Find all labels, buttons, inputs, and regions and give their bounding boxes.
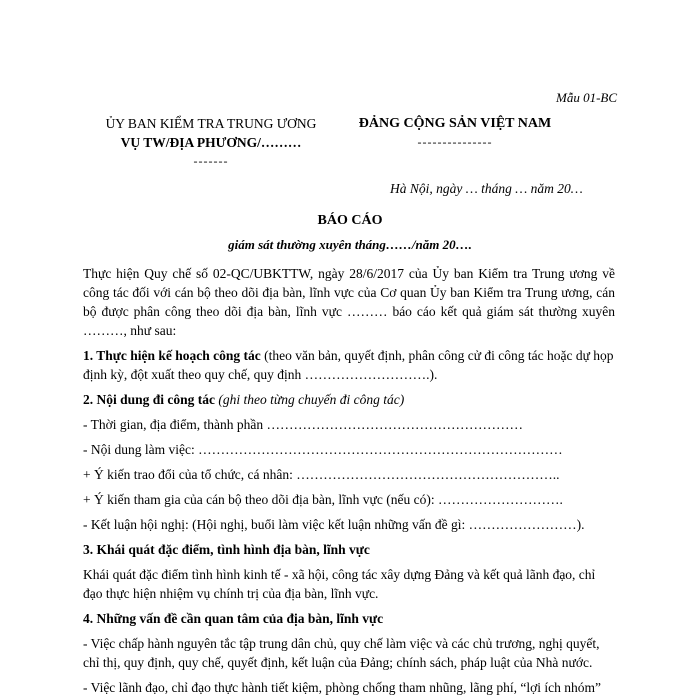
place-date: Hà Nội, ngày … tháng … năm 20…	[390, 181, 583, 196]
section-2-item: - Kết luận hội nghị: (Hội nghị, buổi làm việc kết luận những vấn đề gì: ……………………).	[83, 517, 585, 532]
section-2	[83, 390, 615, 409]
section-1-text: (theo văn bản, quyết định, phân công cử đi công tác hoặc dự họp định kỳ, đột xuất theo quy chế, quy định ……………………….).	[83, 348, 614, 382]
intro-paragraph: Thực hiện Quy chế số 02-QC/UBKTTW, ngày 28/6/2017 của Ủy ban Kiểm tra Trung ương về công tác đối với cán bộ theo dõi địa bàn, lĩnh vực của Cơ quan Ủy ban Kiểm tra Trung ương, cán bộ được phân công theo dõi địa bàn, lĩnh vực ……… báo cáo kết quả giám sát thường xuyên ………, như sau:	[83, 266, 615, 338]
section-3-text: Khái quát đặc điểm tình hình kinh tế - xã hội, công tác xây dựng Đảng và kết quả lãnh đạo, chỉ đạo thực hiện nhiệm vụ chính trị của địa bàn, lĩnh vực.	[83, 567, 596, 601]
section-1-heading: 1. Thực hiện kế hoạch công tác	[83, 348, 261, 363]
document-title: BÁO CÁO	[317, 213, 383, 228]
section-4-item: - Việc lãnh đạo, chỉ đạo thực hành tiết kiệm, phòng chống tham nhũng, lãng phí, “lợi ích nhóm”	[83, 680, 602, 695]
form-code: Mẫu 01-BC	[556, 90, 618, 105]
section-4-heading: 4. Những vấn đề cần quan tâm của địa bàn, lĩnh vực	[83, 611, 384, 626]
section-1	[83, 346, 615, 384]
section-2-item: + Ý kiến tham gia của cán bộ theo dõi địa bàn, lĩnh vực (nếu có): ……………………….	[83, 492, 563, 507]
agency-divider: -------	[193, 154, 229, 168]
party-divider: ---------------	[417, 135, 493, 149]
section-4	[83, 609, 615, 628]
party-name: ĐẢNG CỘNG SẢN VIỆT NAM	[358, 116, 552, 131]
department-name: VỤ TW/ĐỊA PHƯƠNG/………	[120, 135, 302, 150]
section-2-item: - Nội dung làm việc: ………………………………………………………………………	[83, 442, 563, 457]
document-body	[83, 264, 615, 697]
section-2-heading: 2. Nội dung đi công tác	[83, 392, 216, 407]
document-subtitle	[0, 237, 700, 253]
section-2-item: - Thời gian, địa điểm, thành phần …………………………………………………	[83, 417, 523, 432]
section-3	[83, 540, 615, 559]
section-4-item: - Việc chấp hành nguyên tắc tập trung dân chủ, quy chế làm việc và các chủ trương, nghị quyết, chỉ thị, quy định, quy chế, quyết định, kết luận của Đảng; chính sách, pháp luật của Nhà nước.	[83, 636, 600, 670]
section-3-heading: 3. Khái quát đặc điểm, tình hình địa bàn, lĩnh vực	[83, 542, 370, 557]
party-header	[350, 114, 560, 152]
subtitle-text: giám sát thường xuyên tháng……/năm 20….	[228, 237, 472, 252]
section-2-item: + Ý kiến trao đổi của tổ chức, cá nhân: …………………………………………………..	[83, 467, 560, 482]
section-2-note: (ghi theo từng chuyến đi công tác)	[215, 392, 405, 407]
issuing-agency-header	[90, 114, 332, 170]
agency-name: ỦY BAN KIỂM TRA TRUNG ƯƠNG	[105, 116, 317, 131]
